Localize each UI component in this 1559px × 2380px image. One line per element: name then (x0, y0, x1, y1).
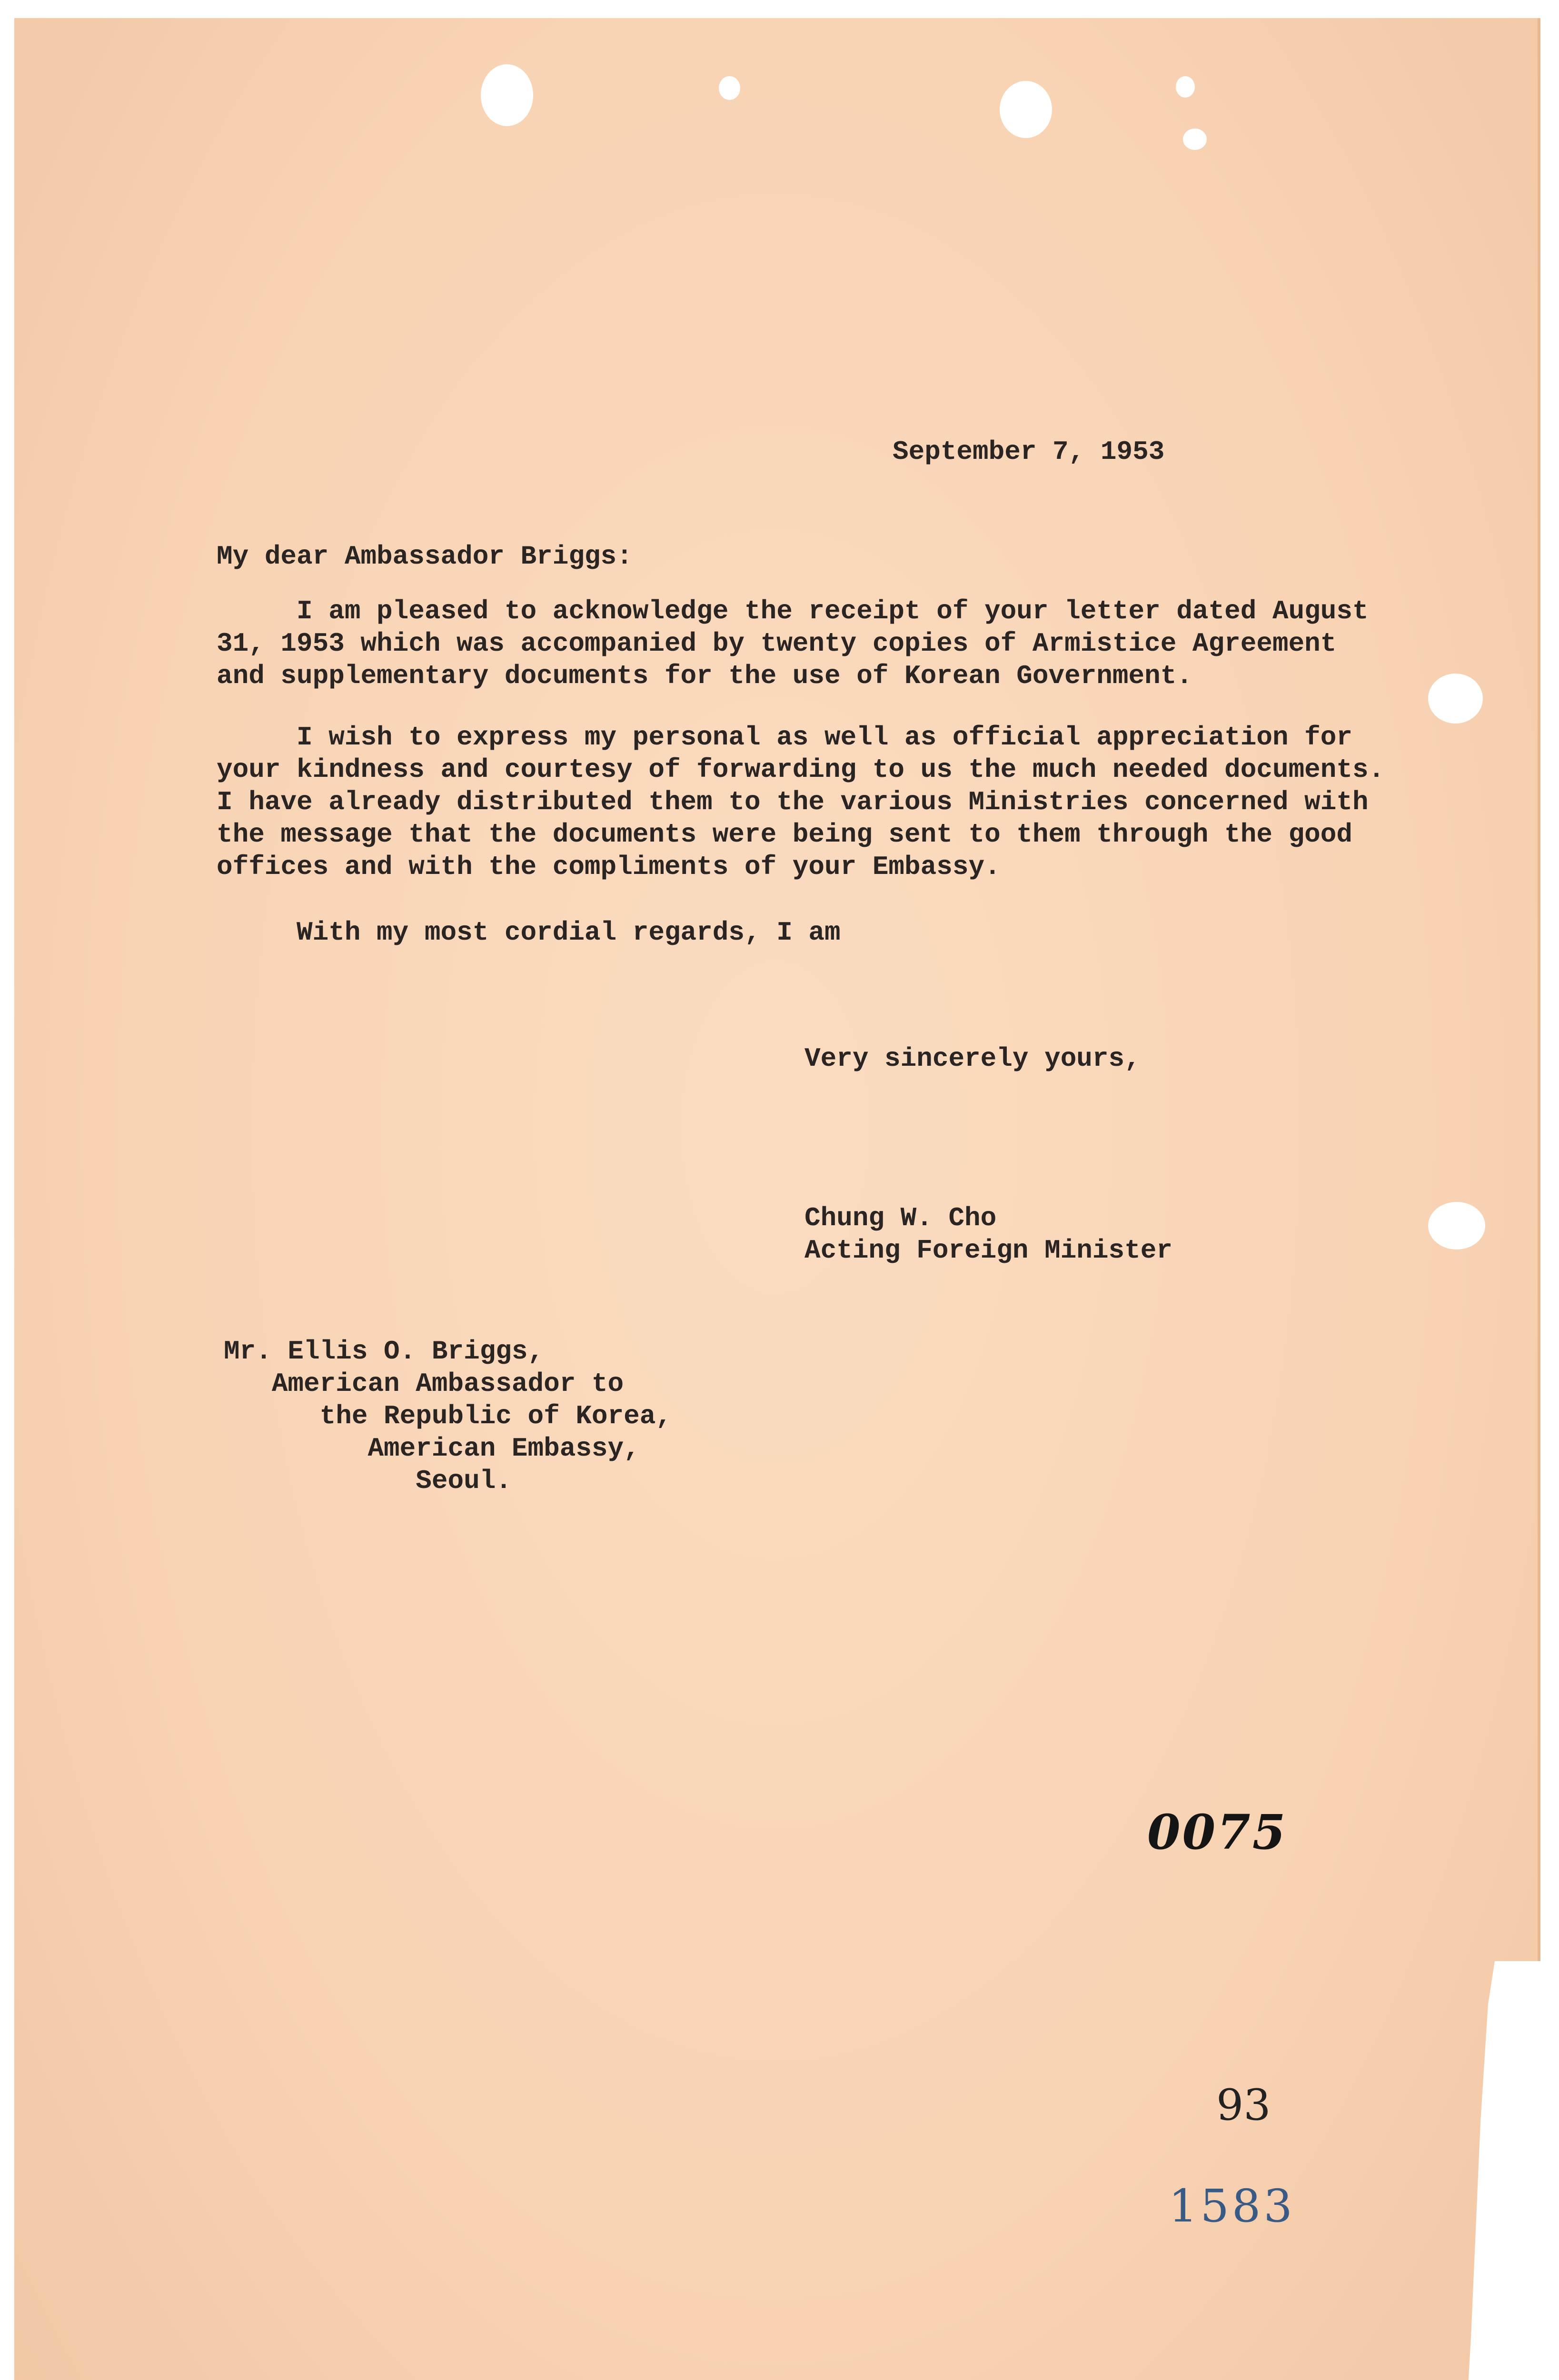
paragraph-line: the message that the documents were being sent to them through the good (217, 819, 1352, 850)
paragraph-line: and supplementary documents for the use of Korean Government. (217, 661, 1192, 691)
archive-stamp-number: 1583 (1169, 2180, 1295, 2232)
address-line: Mr. Ellis O. Briggs, (224, 1336, 544, 1367)
punch-hole (1183, 129, 1207, 150)
paragraph-line: I am pleased to acknowledge the receipt of your letter dated August (217, 596, 1369, 626)
letter-date: September 7, 1953 (893, 436, 1165, 467)
frame-number: 0075 (1147, 1804, 1288, 1860)
paragraph-line: I wish to express my personal as well as official appreciation for (217, 722, 1352, 753)
punch-hole (481, 64, 533, 126)
paragraph-line: 31, 1953 which was accompanied by twenty copies of Armistice Agreement (217, 628, 1337, 659)
address-line: the Republic of Korea, (224, 1401, 672, 1431)
punch-hole (719, 76, 740, 100)
paragraph-line: your kindness and courtesy of forwarding to us the much needed documents. (217, 754, 1385, 785)
punch-hole (1000, 81, 1052, 138)
paper-sheet (14, 18, 1540, 2380)
signer-title: Acting Foreign Minister (804, 1235, 1172, 1266)
punch-hole (1428, 1202, 1485, 1250)
paragraph-line: I have already distributed them to the various Ministries concerned with (217, 787, 1369, 817)
address-line: American Ambassador to (224, 1368, 624, 1399)
paragraph-line: offices and with the compliments of your Embassy. (217, 852, 1001, 882)
closing-line: With my most cordial regards, I am (217, 917, 841, 948)
address-line: American Embassy, (224, 1433, 640, 1464)
signer-name: Chung W. Cho (804, 1203, 997, 1233)
punch-hole (1176, 76, 1195, 98)
address-line: Seoul. (224, 1466, 512, 1496)
punch-hole (1428, 674, 1483, 724)
page-number: 93 (1216, 2080, 1271, 2130)
salutation: My dear Ambassador Briggs: (217, 541, 633, 572)
complimentary-close: Very sincerely yours, (804, 1043, 1141, 1074)
